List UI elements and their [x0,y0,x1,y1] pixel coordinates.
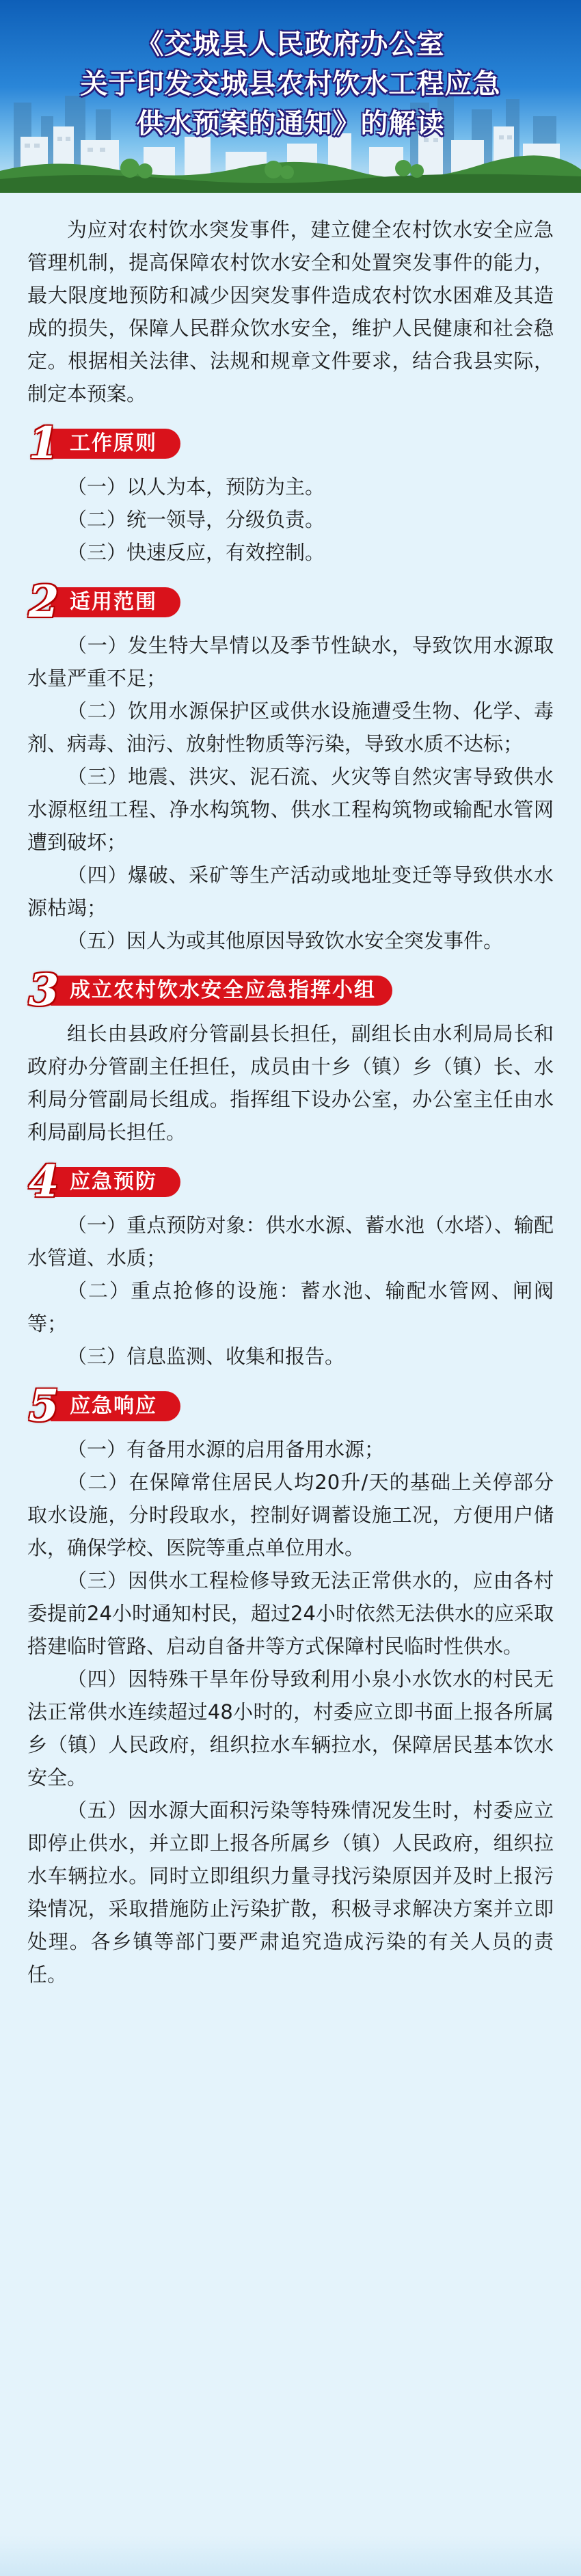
section-item: （三）地震、洪灾、泥石流、火灾等自然灾害导致供水水源枢纽工程、净水构筑物、供水工程构筑物或输配水管网遭到破坏； [27,765,554,854]
footer-band [0,2535,581,2576]
section-scope [27,576,554,957]
section-item: （二）饮用水源保护区或供水设施遭受生物、化学、毒剂、病毒、油污、放射性物质等污染，导致水质不达标； [27,699,554,755]
section-item: （二）重点抢修的设施：蓄水池、输配水管网、闸阀等； [27,1279,554,1335]
section-item: （三）快速反应，有效控制。 [67,541,325,564]
section-item: （一）有备用水源的启用备用水源； [67,1438,385,1461]
section-title: 成立农村饮水安全应急指挥小组 [51,976,392,1006]
banner-title-line: 供水预案的通知》的解读 [136,108,445,139]
section-number: 3 [28,965,59,1016]
section-item: （五）因水源大面积污染等特殊情况发生时，村委应立即停止供水，并立即上报各所属乡（镇）人民政府，组织拉水车辆拉水。同时立即组织力量寻找污染原因并及时上报污染情况，采取措施防止污染扩散，积极寻求解决方案并立即处理。各乡镇等部门要严肃追究造成污染的有关人员的责任。 [27,1799,554,1986]
section-number: 5 [28,1380,59,1432]
section-number: 2 [28,576,59,628]
header-banner [0,0,581,193]
section-heading [27,418,180,469]
section-number: 4 [28,1156,59,1207]
section-command-group [27,965,554,1149]
section-item: （四）因特殊干旱年份导致利用小泉小水饮水的村民无法正常供水连续超过48小时的，村委应立即书面上报各所属乡（镇）人民政府，组织拉水车辆拉水，保障居民基本饮水安全。 [27,1667,554,1789]
section-title: 工作原则 [51,429,180,459]
document-body [27,213,554,1991]
section-item: （三）信息监测、收集和报告。 [67,1345,345,1368]
section-item: 组长由县政府分管副县长担任，副组长由水利局局长和政府办分管副主任担任，成员由十乡（镇）乡（镇）长、水利局分管副局长组成。指挥组下设办公室，办公室主任由水利局副局长担任。 [27,1022,554,1144]
section-emergency-prevention [27,1156,554,1373]
section-item: （二）在保障常住居民人均20升/天的基础上关停部分取水设施，分时段取水，控制好调蓄设施工况，方便用户储水，确保学校、医院等重点单位用水。 [27,1471,554,1559]
section-heading [27,965,392,1016]
section-item: （四）爆破、采矿等生产活动或地址变迁等导致供水水源枯竭； [27,863,554,920]
section-number: 1 [28,418,59,469]
section-title: 应急响应 [51,1391,180,1421]
section-item: （一）以人为本，预防为主。 [67,475,325,498]
section-heading [27,576,180,628]
banner-title [0,25,581,144]
section-item: （一）发生特大旱情以及季节性缺水，导致饮用水源取水量严重不足； [27,634,554,690]
section-title: 应急预防 [51,1167,180,1197]
banner-title-line: 《交城县人民政府办公室 [136,29,445,60]
section-item: （一）重点预防对象：供水水源、蓄水池（水塔）、输配水管道、水质； [27,1213,554,1270]
section-heading [27,1380,180,1432]
section-emergency-response [27,1380,554,1991]
intro-paragraph: 为应对农村饮水突发事件，建立健全农村饮水安全应急管理机制，提高保障农村饮水安全和处置突发事件的能力，最大限度地预防和减少因突发事件造成农村饮水困难及其造成的损失，保障人民群众饮水安全，维护人民健康和社会稳定。根据相关法律、法规和规章文件要求，结合我县实际，制定本预案。 [27,218,554,405]
section-item: （五）因人为或其他原因导致饮水安全突发事件。 [67,929,504,952]
section-item: （三）因供水工程检修导致无法正常供水的，应由各村委提前24小时通知村民，超过24小时依然无法供水的应采取搭建临时管路、启动自备井等方式保障村民临时性供水。 [27,1569,554,1658]
section-item: （二）统一领导，分级负责。 [67,508,325,531]
banner-title-line: 关于印发交城县农村饮水工程应急 [80,68,501,100]
section-heading [27,1156,180,1207]
section-title: 适用范围 [51,587,180,617]
section-work-principles [27,418,554,569]
